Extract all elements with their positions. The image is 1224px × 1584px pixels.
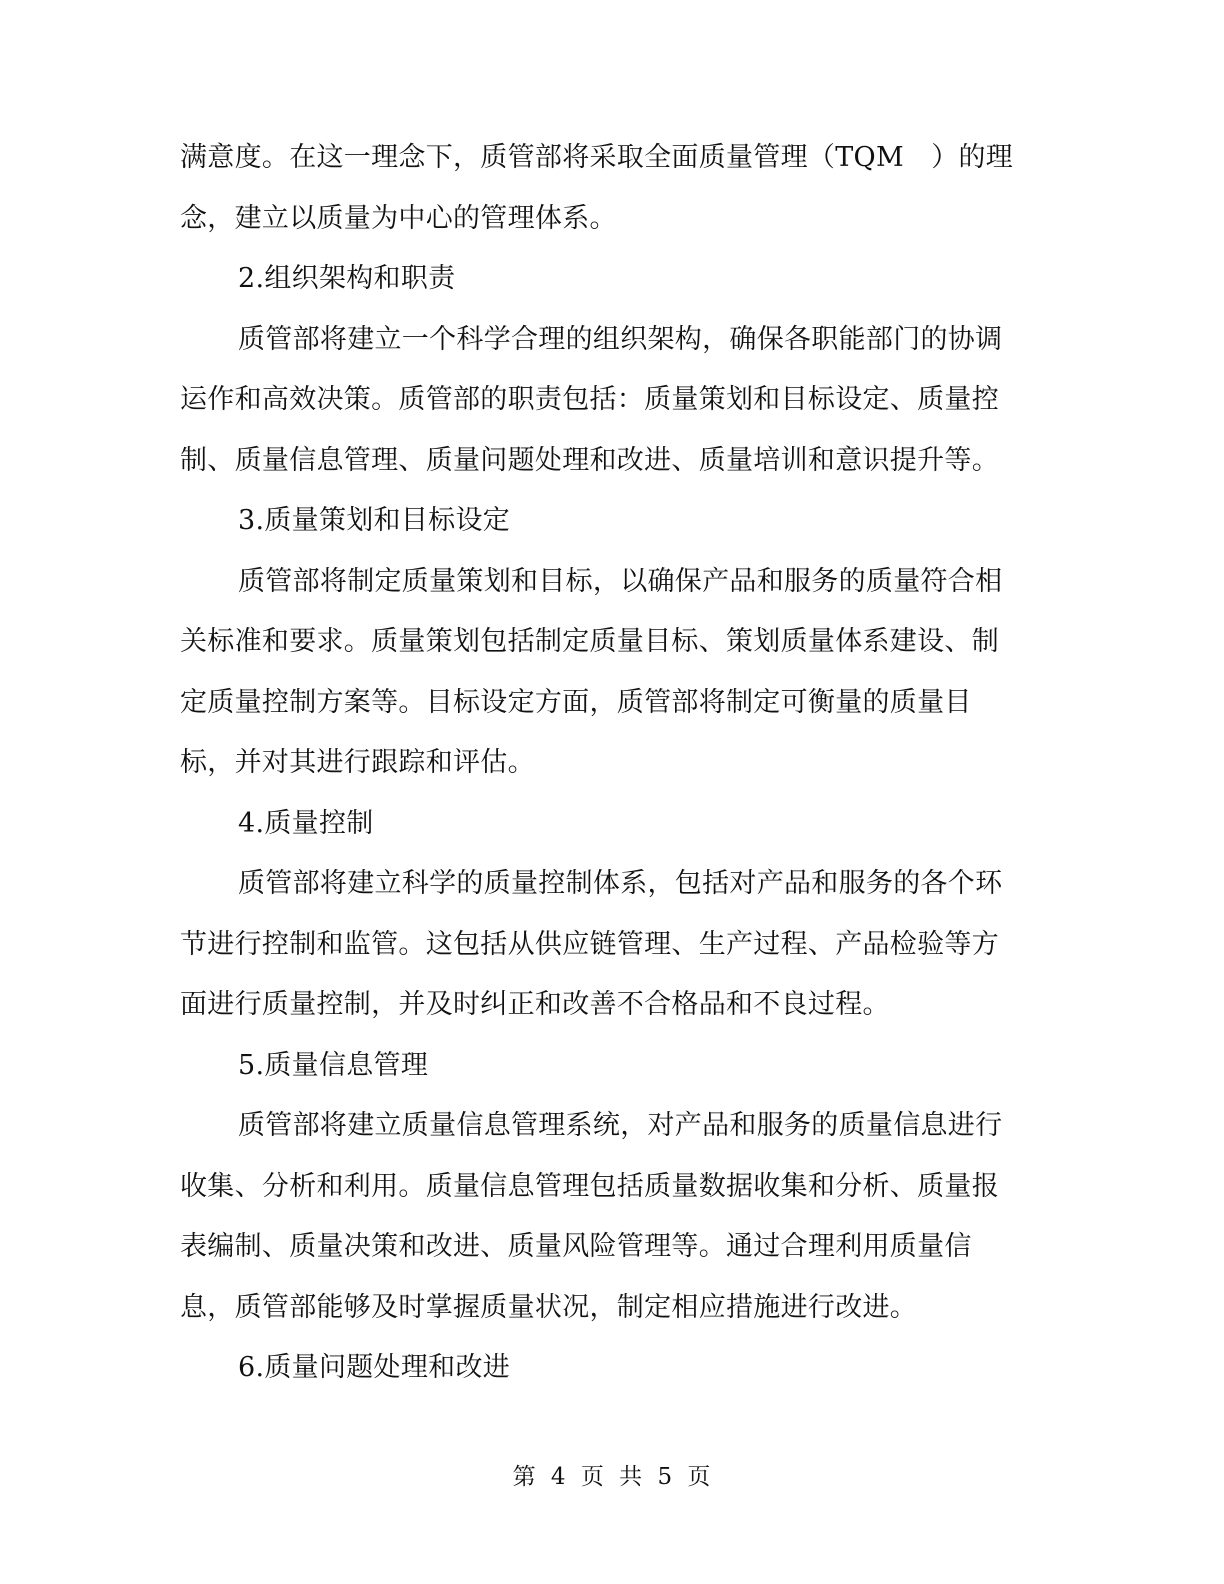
page-number-footer: 第 4 页 共 5 页 [512,1464,712,1490]
text-line-10: 定质量控制方案等。目标设定方面，质管部将制定可衡量的质量目 [180,686,972,718]
text-line-17: 质管部将建立质量信息管理系统，对产品和服务的质量信息进行 [238,1110,1003,1141]
text-line-19: 表编制、质量决策和改进、质量风险管理等。通过合理利用质量信 [180,1231,972,1262]
text-line-20: 息，质管部能够及时掌握质量状况，制定相应措施进行改进。 [180,1291,918,1323]
text-line-8: 质管部将制定质量策划和目标，以确保产品和服务的质量符合相 [238,565,1003,597]
section-heading-5: 5.质量信息管理 [238,1049,429,1081]
section-heading-4: 4.质量控制 [238,807,374,839]
section-heading-3: 3.质量策划和目标设定 [238,505,511,536]
section-heading-6: 6.质量问题处理和改进 [238,1352,511,1383]
text-line-4: 质管部将建立一个科学合理的组织架构，确保各职能部门的协调 [238,323,1003,355]
text-line-5: 运作和高效决策。质管部的职责包括：质量策划和目标设定、质量控 [180,384,999,415]
document-body [180,128,1020,1399]
text-line-2: 念，建立以质量为中心的管理体系。 [180,202,617,234]
text-line-18: 收集、分析和利用。质量信息管理包括质量数据收集和分析、质量报 [180,1170,999,1202]
text-line-9: 关标准和要求。质量策划包括制定质量目标、策划质量体系建设、制 [180,626,999,657]
section-heading-2: 2.组织架构和职责 [238,263,456,294]
text-line-1: 满意度。在这一理念下，质管部将采取全面质量管理（TQM ）的理 [180,142,1014,173]
text-line-14: 节进行控制和监管。这包括从供应链管理、生产过程、产品检验等方 [180,928,999,960]
text-line-15: 面进行质量控制，并及时纠正和改善不合格品和不良过程。 [180,989,890,1020]
text-line-11: 标，并对其进行跟踪和评估。 [180,747,535,778]
text-line-13: 质管部将建立科学的质量控制体系，包括对产品和服务的各个环 [238,868,1003,899]
text-line-6: 制、质量信息管理、质量问题处理和改进、质量培训和意识提升等。 [180,444,999,476]
